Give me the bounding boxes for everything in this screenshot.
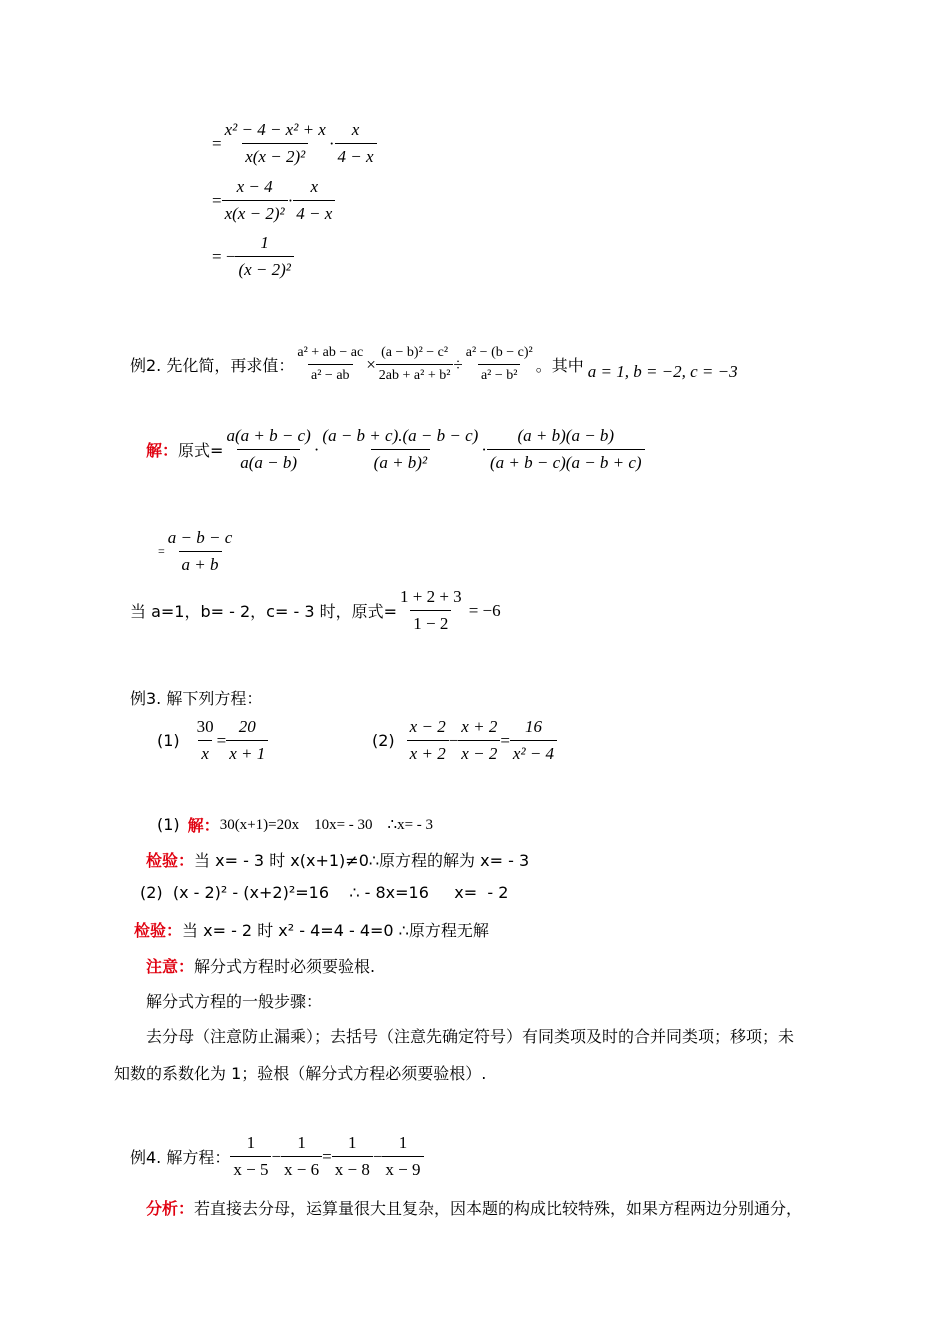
analysis: 分析： 若直接去分母，运算量很大且复杂，因本题的构成比较特殊，如果方程两边分别通分， xyxy=(146,1196,802,1219)
fraction: $\frac{\text{(a − b)² − c²}}{\text{2ab + a² + b²}}$ xyxy=(376,345,454,384)
steps-title: 解分式方程的一般步骤： xyxy=(146,992,323,1011)
solution-label: 解： xyxy=(146,441,179,460)
example-3-check-2: 检验： 当 x= - 2 时 x² - 4=4 - 4=0 ∴原方程无解 xyxy=(134,918,489,941)
fraction: $\frac{1 + 2 + 3}{1 - 2}$ xyxy=(400,587,462,633)
fraction: $\frac{\text{x² − 4 − x² + x}}{\text{x(x − 2)²}}$ xyxy=(224,120,326,166)
fraction: $\frac{x}{4 - x}$ xyxy=(293,177,335,224)
fraction: $\frac{1}{x - 6}$ xyxy=(281,1133,322,1180)
example-3-problem-1: (1) $\frac{30}{x}$ = $\frac{20}{x + 1}$ xyxy=(157,717,268,764)
derivation-step-2: = $\frac{x - 4}{\text{x(x − 2)²}}$ · $\frac{x}{4 - x}$ xyxy=(212,177,335,224)
example-2-evaluation: 当 a=1，b= - 2，c= - 3 时，原式= $\frac{1 + 2 + 3}{1 - 2}$ = −6 xyxy=(130,587,501,633)
example-label: 例4. 解方程： xyxy=(130,1148,231,1167)
fraction: $\frac{a - b - c}{a + b}$ xyxy=(167,528,233,574)
example-3-problem-2: (2) $\frac{x - 2}{x + 2}$ − $\frac{x + 2}{x - 2}$ = $\frac{16}{\text{x² − 4}}$ xyxy=(372,717,557,764)
check-label: 检验： xyxy=(134,921,183,940)
fraction: $\frac{16}{\text{x² − 4}}$ xyxy=(510,717,557,764)
given-values: a = 1, b = −2, c = −3 xyxy=(587,361,738,381)
fraction: $\frac{a(a + b - c)}{a(a - b)}$ xyxy=(226,426,311,472)
fraction: $\frac{\text{a² − (b − c)²}}{\text{a² − b²}}$ xyxy=(465,345,533,383)
example-2-solution: 解： 原式= $\frac{a(a + b - c)}{a(a - b)}$ · $\frac{(a - b + c).(a - b - c)}{\text{(a + b)²}}$ · $\frac{(a + b)(a - b)}{(a + b - c)(a - b + c)}$ xyxy=(146,426,645,473)
derivation-step-1: = $\frac{\text{x² − 4 − x² + x}}{\text{x(x − 2)²}}$ · $\frac{x}{4 - x}$ xyxy=(212,120,377,167)
example-3-check-1: 检验： 当 x= - 3 时 x(x+1)≠0∴原方程的解为 x= - 3 xyxy=(146,848,529,871)
fraction: $\frac{(a + b)(a - b)}{(a + b - c)(a - b + c)}$ xyxy=(487,426,645,473)
example-2-problem: 例2. 先化简，再求值： $\frac{\text{a² + ab − ac}}{\text{a² − ab}}$ × $\frac{\text{(a − b)² − c²}}{\text{2ab + a² + b²}}$ ÷ $\frac{\text{a² − (b − c)²}}{\text{a² − b²}}$ 。其中 a = 1, b = −2, c = −3 xyxy=(130,345,738,383)
steps-line-2: 知数的系数化为 1；验根（解分式方程必须要验根）. xyxy=(114,1064,487,1083)
example-4-problem: 例4. 解方程： $\frac{1}{x - 5}$ − $\frac{1}{x - 6}$ = $\frac{1}{x - 8}$ − $\frac{1}{x - 9}$ xyxy=(130,1133,424,1180)
fraction: $\frac{1}{x - 8}$ xyxy=(332,1133,373,1180)
note: 注意： 解分式方程时必须要验根. xyxy=(146,954,375,977)
example-label: 例2. 先化简，再求值： xyxy=(130,356,295,375)
solution-label: 解： xyxy=(187,816,220,835)
fraction: $\frac{x}{4 - x}$ xyxy=(335,120,377,167)
fraction: $\frac{x + 2}{x - 2}$ xyxy=(458,717,500,764)
check-label: 检验： xyxy=(146,851,195,870)
fraction: $\frac{1}{\text{(x − 2)²}}$ xyxy=(235,233,293,280)
steps-line-1: 去分母（注意防止漏乘）；去括号（注意先确定符号）有同类项及时的合并同类项；移项；未 xyxy=(146,1027,795,1046)
fraction: $\frac{1}{x - 9}$ xyxy=(382,1133,423,1180)
fraction: $\frac{x - 2}{x + 2}$ xyxy=(407,717,449,764)
derivation-step-3: = − $\frac{1}{\text{(x − 2)²}}$ xyxy=(212,233,294,280)
note-label: 注意： xyxy=(146,957,195,976)
fraction: $\frac{(a - b + c).(a - b - c)}{\text{(a + b)²}}$ xyxy=(322,426,479,472)
fraction: $\frac{30}{x}$ xyxy=(196,717,214,763)
example-3-solution-1: (1) 解： 30(x+1)=20x 10x= - 30 ∴x= - 3 xyxy=(157,815,434,835)
fraction: $\frac{1}{x - 5}$ xyxy=(230,1133,271,1180)
fraction: $\frac{\text{a² + ab − ac}}{\text{a² − ab}}$ xyxy=(297,345,364,383)
fraction: $\frac{20}{x + 1}$ xyxy=(226,717,268,764)
example-3-label: 例3. 解下列方程： xyxy=(130,689,263,708)
example-2-result: = $\frac{a - b - c}{a + b}$ xyxy=(158,528,235,575)
example-3-solution-2: (2) (x - 2)² - (x+2)²=16 ∴ - 8x=16 x= - 2 xyxy=(140,883,509,902)
fraction: $\frac{x - 4}{\text{x(x − 2)²}}$ xyxy=(222,177,288,224)
analysis-label: 分析： xyxy=(146,1199,195,1218)
